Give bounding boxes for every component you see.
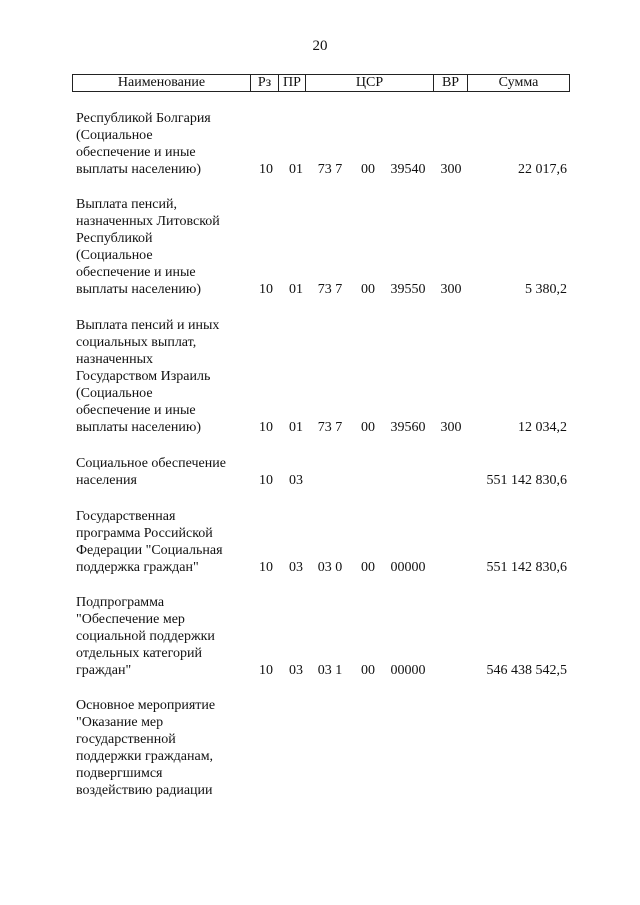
row-name-line: назначенных: [76, 352, 154, 367]
row-name-line: Республикой: [76, 231, 153, 246]
row-csr-program: 03 1: [317, 663, 343, 678]
row-name-line: назначенных Литовской: [76, 214, 220, 229]
row-name-line: подвергшимся: [76, 766, 163, 781]
header-rz: Рз: [257, 75, 272, 90]
row-name-line: Государством Израиль: [76, 369, 211, 384]
row-pr: 01: [289, 282, 303, 297]
row-sum: 22 017,6: [518, 162, 567, 177]
row-csr-program: 03 0: [317, 560, 343, 575]
row-csr-code: 39560: [390, 420, 426, 435]
row-name-line: (Социальное: [76, 128, 153, 143]
row-name-line: программа Российской: [76, 526, 213, 541]
row-csr-program: 73 7: [317, 420, 343, 435]
row-name-line: поддержки гражданам,: [76, 749, 214, 764]
row-csr-main: 00: [361, 663, 375, 678]
row-csr-code: 00000: [390, 560, 426, 575]
row-name: [76, 697, 251, 799]
row-sum: 551 142 830,6: [486, 473, 567, 488]
row-csr-main: 00: [361, 420, 375, 435]
row-rz: 10: [259, 420, 273, 435]
row-name-line: Социальное обеспечение: [76, 456, 226, 471]
header-name: Наименование: [117, 75, 206, 90]
header-csr: ЦСР: [355, 75, 384, 90]
row-name: [76, 196, 251, 298]
row-name-line: воздействию радиации: [76, 783, 213, 798]
row-csr-code: 00000: [390, 663, 426, 678]
row-csr-code: 39550: [390, 282, 426, 297]
row-rz: 10: [259, 663, 273, 678]
row-csr-code: 39540: [390, 162, 426, 177]
row-vr: 300: [440, 282, 462, 297]
row-name-line: поддержка граждан": [76, 560, 199, 575]
row-name-line: "Оказание мер: [76, 715, 164, 730]
row-rz: 10: [259, 162, 273, 177]
row-name-line: Выплата пенсий,: [76, 197, 177, 212]
row-name-line: Подпрограмма: [76, 595, 165, 610]
row-name: [76, 317, 251, 436]
row-sum: 551 142 830,6: [486, 560, 567, 575]
row-sum: 12 034,2: [518, 420, 567, 435]
row-name-line: выплаты населению): [76, 162, 201, 177]
row-name-line: Федерации "Социальная: [76, 543, 223, 558]
row-name-line: Государственная: [76, 509, 176, 524]
row-sum: 546 438 542,5: [486, 663, 567, 678]
row-name-line: населения: [76, 473, 137, 488]
table-header: [72, 74, 570, 92]
row-name: [76, 508, 251, 576]
header-sum: Сумма: [498, 75, 539, 90]
row-vr: 300: [440, 420, 462, 435]
row-name-line: обеспечение и иные: [76, 145, 196, 160]
row-name-line: Основное мероприятие: [76, 698, 216, 713]
row-pr: 01: [289, 420, 303, 435]
row-name-line: социальных выплат,: [76, 335, 197, 350]
header-vr: ВР: [441, 75, 460, 90]
row-name: [76, 455, 251, 489]
row-vr: 300: [440, 162, 462, 177]
row-pr: 01: [289, 162, 303, 177]
row-pr: 03: [289, 473, 303, 488]
page-number: 20: [312, 38, 328, 54]
row-name-line: отдельных категорий: [76, 646, 203, 661]
row-csr-program: 73 7: [317, 162, 343, 177]
row-name-line: "Обеспечение мер: [76, 612, 185, 627]
row-name-line: выплаты населению): [76, 282, 201, 297]
header-pr: ПР: [283, 75, 301, 90]
row-csr-program: 73 7: [317, 282, 343, 297]
row-pr: 03: [289, 663, 303, 678]
row-name-line: (Социальное: [76, 386, 153, 401]
row-name: [76, 594, 251, 679]
row-rz: 10: [259, 560, 273, 575]
row-name-line: обеспечение и иные: [76, 265, 196, 280]
row-name-line: обеспечение и иные: [76, 403, 196, 418]
row-sum: 5 380,2: [525, 282, 567, 297]
row-rz: 10: [259, 473, 273, 488]
row-csr-main: 00: [361, 560, 375, 575]
row-rz: 10: [259, 282, 273, 297]
row-name-line: Выплата пенсий и иных: [76, 318, 220, 333]
row-csr-main: 00: [361, 282, 375, 297]
row-pr: 03: [289, 560, 303, 575]
row-name-line: выплаты населению): [76, 420, 201, 435]
row-name-line: государственной: [76, 732, 176, 747]
row-name: [76, 110, 251, 178]
row-name-line: (Социальное: [76, 248, 153, 263]
row-csr-main: 00: [361, 162, 375, 177]
row-name-line: социальной поддержки: [76, 629, 215, 644]
row-name-line: граждан": [76, 663, 132, 678]
row-name-line: Республикой Болгария: [76, 111, 211, 126]
